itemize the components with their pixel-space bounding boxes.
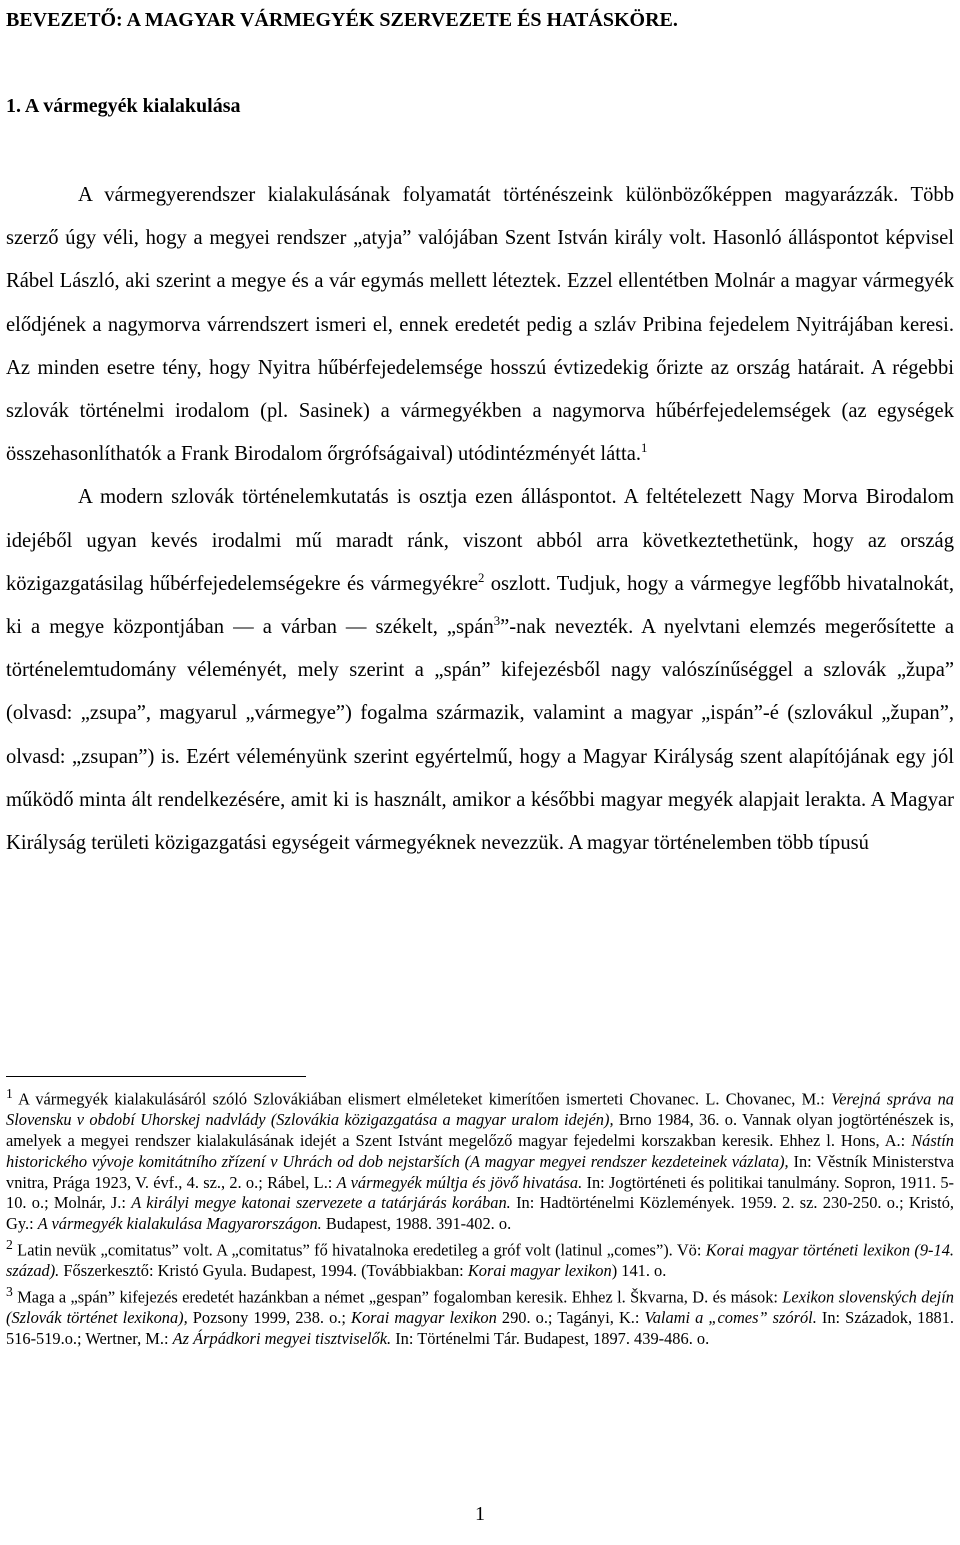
paragraph bbox=[6, 476, 954, 865]
footnote-number: 3 bbox=[6, 1284, 13, 1300]
footnote bbox=[6, 1084, 954, 1235]
footnote-text: ) 141. o. bbox=[611, 1261, 667, 1281]
footnote bbox=[6, 1235, 954, 1282]
footnote-text: In: Századok, 1881. 516-519.o.; Wertner, M.: bbox=[6, 1308, 955, 1349]
footnote-title: Nástín historického vývoje komitátního zřízení v Uhrách od dob nejstarších (A magyar megyei rendszer kezdeteinek vázlata), bbox=[6, 1131, 954, 1171]
footnote-ref[interactable]: 3 bbox=[493, 614, 501, 629]
footnote-text: Főszerkesztő: Kristó Gyula. Budapest, 1994. (Továbbiakban: bbox=[59, 1261, 468, 1281]
footnote-text: Budapest, 1988. 391-402. o. bbox=[321, 1214, 512, 1234]
paragraph-text: ”-nak nevezték. A nyelvtani elemzés megerősítette a történelemtudomány véleményét, mely szerint a „spán” kifejezésből nagy valószínűséggel a szlovák „župa” (olvasd: „zsupa”, magyarul „vármegye”) fogalma származik, valamint a magyar „ispán”-é (szlovákul „župan”, olvasd: „zsupan”) is. Ezért véleményünk szerint egyértelmű, hogy a Magyar Királyság szent alapítójának egy jól működő minta ált rendelkezésére, amit ki is használt, amikor a későbbi magyar megyék alapjait lerakta. A Magyar Királyság területi közigazgatási egységeit vármegyéknek nevezzük. A magyar történelemben több típusú bbox=[6, 616, 954, 855]
footnote-number: 2 bbox=[6, 1237, 13, 1253]
document-heading: BEVEZETŐ: A MAGYAR VÁRMEGYÉK SZERVEZETE ÉS HATÁSKÖRE. bbox=[6, 9, 678, 31]
footnote-title: Korai magyar lexikon bbox=[467, 1261, 612, 1281]
footnote-ref[interactable]: 1 bbox=[641, 441, 648, 456]
footnote-text: In: Věstník Ministerstva vnitra, Prága 1923, V. évf., 4. sz., 2. o.; Rábel, L.: bbox=[6, 1151, 954, 1192]
footnote-text: Pozsony 1999, 238. o.; bbox=[187, 1308, 352, 1328]
footnote-text: A vármegyék kialakulásáról szóló Szlovákiában elismert elméleteket kimerítően ismerteti Chovanec. L. Chovanec, M.: bbox=[12, 1089, 832, 1109]
paragraph-text: A modern szlovák történelemkutatás is osztja ezen álláspontot. A feltételezett Nagy Morva Birodalom idejéből ugyan kevés irodalmi mű maradt ránk, viszont abból arra következtethetünk, hogy az ország közigazgatásilag hűbérfejedelemségekre és vármegyékre bbox=[6, 486, 954, 595]
section-title: 1. A vármegyék kialakulása bbox=[6, 95, 241, 117]
paragraph bbox=[6, 174, 954, 476]
footnote-title: A királyi megye katonai szervezete a tatárjárás korában. bbox=[131, 1193, 511, 1213]
footnote-separator bbox=[6, 1076, 306, 1077]
paragraph-text: A vármegyerendszer kialakulásának folyamatát történészeink különbözőképpen magyarázzák. Több szerző úgy véli, hogy a megyei rendszer „atyja” valójában Szent István király volt. Hasonló álláspontot képvisel Rábel László, aki szerint a megye és a vár egymás mellett léteztek. Ezzel ellentétben Molnár a magyar vármegyék elődjének a nagymorva várrendszert ismeri el, ennek eredetét pedig a szláv Pribina fejedelem Nyitrájában keresi. Az minden esetre tény, hogy Nyitra hűbérfejedelemsége hosszú évtizedekig őrizte az ország határait. A régebbi szlovák történelmi irodalom (pl. Sasinek) a vármegyékben a nagymorva hűbérfejedelemségek (az egységek összehasonlíthatók a Frank Birodalom őrgrófságaival) utódintézményét látta. bbox=[6, 184, 954, 466]
footnote bbox=[6, 1282, 954, 1350]
paragraph-text: oszlott. Tudjuk, hogy a vármegye legfőbb hivatalnokát, ki a megye központjában — a várban — székelt, „spán bbox=[6, 572, 954, 639]
footnote-title: A vármegyék kialakulása Magyarországon. bbox=[37, 1214, 322, 1234]
footnote-ref[interactable]: 2 bbox=[477, 570, 485, 585]
footnote-text: Latin nevük „comitatus” volt. A „comitatus” fő hivatalnoka eredetileg a gróf volt (latinul „comes”). Vö: bbox=[12, 1240, 706, 1260]
footnote-title: Lexikon slovenských dejín (Szlovák történet lexikona), bbox=[6, 1287, 954, 1328]
footnote-title: Korai magyar történeti lexikon (9-14. század). bbox=[6, 1240, 954, 1281]
footnote-title: Az Árpádkori megyei tisztviselők. bbox=[172, 1329, 392, 1349]
footnote-text: 290. o.; Tagányi, K.: bbox=[496, 1308, 645, 1328]
footnote-title: Korai magyar lexikon bbox=[351, 1308, 497, 1328]
footnote-text: In: Jogtörténeti és politikai tanulmány. Sopron, 1911. 5-10. o.; Molnár, J.: bbox=[6, 1172, 954, 1213]
page-number: 1 bbox=[475, 1503, 485, 1525]
footnote-number: 1 bbox=[6, 1086, 13, 1101]
footnote-text: Maga a „spán” kifejezés eredetét hazánkban a német „gespan” fogalomban keresik. Ehhez l. Škvarna, D. és mások: bbox=[12, 1287, 783, 1307]
footnote-title: Valami a „comes” szóról. bbox=[644, 1308, 817, 1328]
footnote-title: A vármegyék múltja és jövő hivatása. bbox=[336, 1172, 583, 1192]
footnote-text: In: Hadtörténelmi Közlemények. 1959. 2. sz. 230-250. o.; Kristó, Gy.: bbox=[6, 1193, 955, 1234]
body-text bbox=[6, 174, 954, 865]
footnote-text: Brno 1984, 36. o. Vannak olyan jogtörténészek is, amelyek a megyei rendszer kialakulásának idejét a Szent Istvánt megelőző magyar fejedelmi korszakban keresik. Ehhez l. Hons, A.: bbox=[6, 1110, 954, 1151]
footnote-text: In: Történelmi Tár. Budapest, 1897. 439-486. o. bbox=[391, 1329, 710, 1349]
footnotes bbox=[6, 1084, 954, 1350]
footnote-title: Verejná správa na Slovensku v období Uhorskej nadvlády (Szlovákia közigazgatása a magyar uralom idején), bbox=[6, 1089, 954, 1130]
